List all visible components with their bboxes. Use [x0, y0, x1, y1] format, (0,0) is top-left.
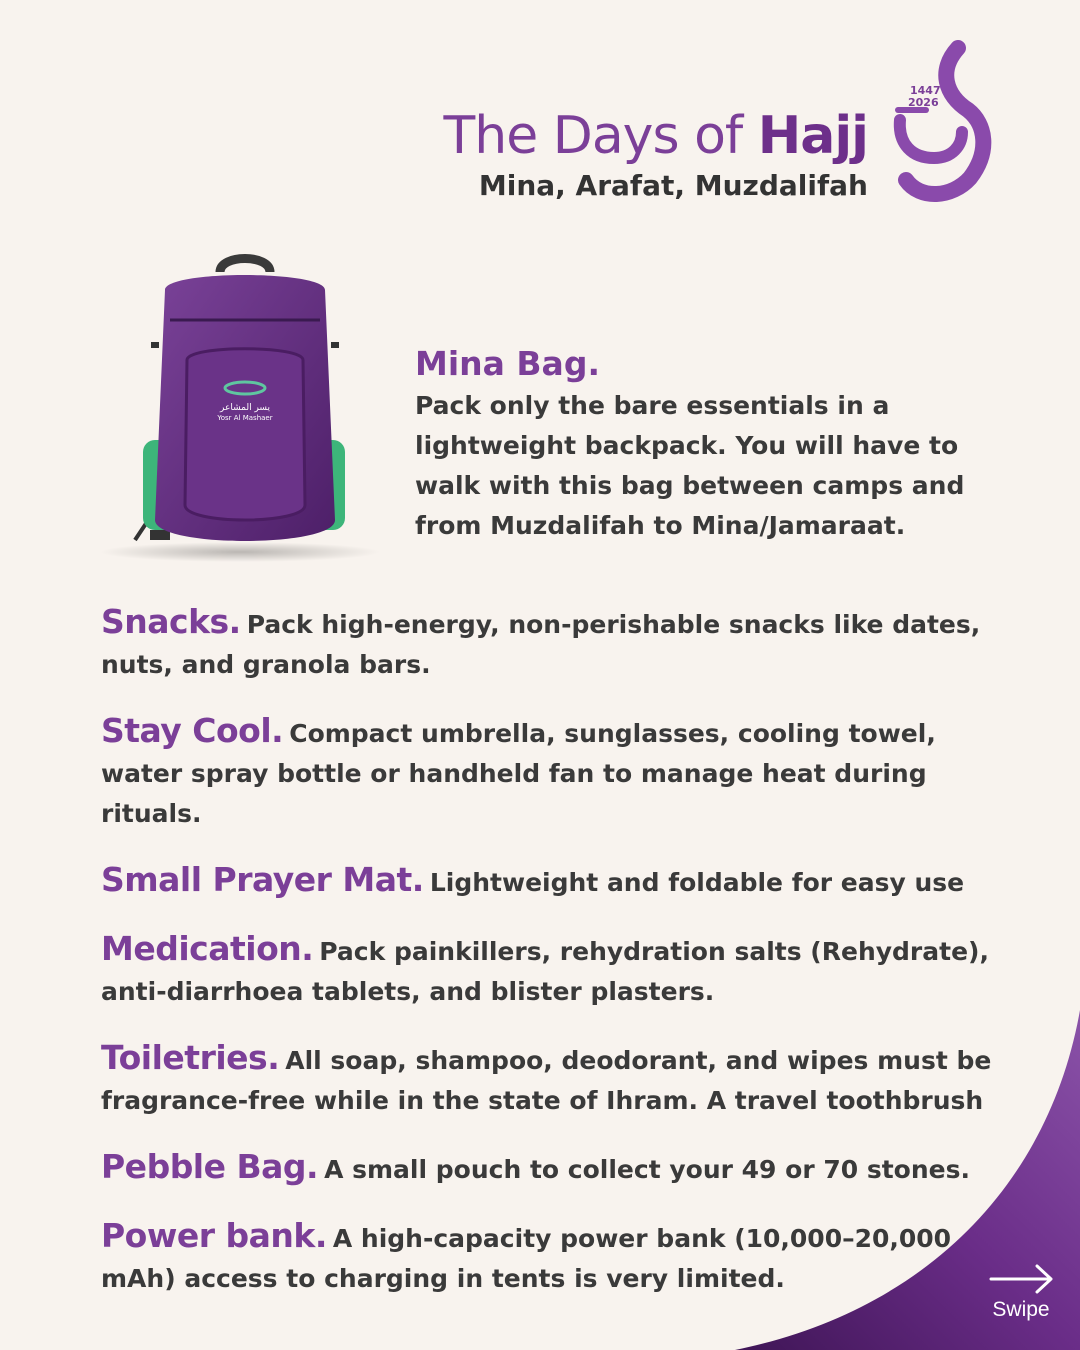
backpack-image: [95, 250, 385, 570]
mina-bag-text: Pack only the bare essentials in a lightweight backpack. You will have to walk with this bag between camps and from Muzdalifah to Mina/Jamaraat.: [415, 391, 965, 540]
list-item-text: A high-capacity power bank (10,000–20,000 mAh) access to charging in tents is very limited.: [101, 1224, 952, 1293]
mina-bag-heading: Mina Bag.: [415, 344, 600, 383]
list-item-text: All soap, shampoo, deodorant, and wipes must be fragrance-free while in the state of Ihram. A travel toothbrush: [101, 1046, 992, 1115]
list-item-text: Pack painkillers, rehydration salts (Rehydrate), anti-diarrhoea tablets, and blister plasters.: [101, 937, 989, 1006]
list-item-heading: Pebble Bag.: [101, 1147, 319, 1186]
hajj-calligraphy-icon: [898, 48, 983, 194]
list-item-pebble-bag: [101, 1147, 1001, 1190]
list-item-heading: Snacks.: [101, 602, 241, 641]
list-item-text: Pack high-energy, non-perishable snacks like dates, nuts, and granola bars.: [101, 610, 981, 679]
list-item-medication: [101, 929, 1001, 1012]
list-item-heading: Toiletries.: [101, 1038, 280, 1077]
list-item-text: Compact umbrella, sunglasses, cooling towel, water spray bottle or handheld fan to manage heat during rituals.: [101, 719, 936, 828]
logo-year-gregorian: 2026: [908, 96, 939, 109]
page-title: [444, 104, 868, 168]
hajj-logo: [890, 40, 1000, 205]
backpack-brand-arabic: يسر المشاعر: [220, 403, 270, 413]
swipe-button[interactable]: [985, 1262, 1065, 1332]
arrow-right-icon: [985, 1262, 1057, 1296]
list-item-stay-cool: [101, 711, 1001, 834]
header: [444, 104, 868, 204]
page-subtitle: Mina, Arafat, Muzdalifah: [478, 169, 868, 202]
title-prefix: The Days of: [443, 106, 758, 166]
list-item-power-bank: [101, 1216, 1001, 1299]
swipe-label: Swipe: [992, 1298, 1050, 1321]
list-item-text: A small pouch to collect your 49 or 70 stones.: [324, 1155, 970, 1184]
list-item-heading: Medication.: [101, 929, 314, 968]
list-item-toiletries: [101, 1038, 1001, 1121]
packing-list: [101, 602, 1001, 1325]
backpack-brand-latin: Yosr Al Mashaer: [217, 414, 273, 422]
list-item-heading: Stay Cool.: [101, 711, 284, 750]
list-item-heading: Power bank.: [101, 1216, 327, 1255]
title-strong: Hajj: [757, 106, 868, 166]
mina-bag-section: [415, 342, 975, 546]
list-item-text: Lightweight and foldable for easy use: [429, 868, 965, 897]
list-item-heading: Small Prayer Mat.: [101, 860, 424, 899]
list-item-snacks: [101, 602, 1001, 685]
list-item-prayer-mat: [101, 860, 1001, 903]
logo-year-hijri: 1447: [910, 84, 941, 97]
